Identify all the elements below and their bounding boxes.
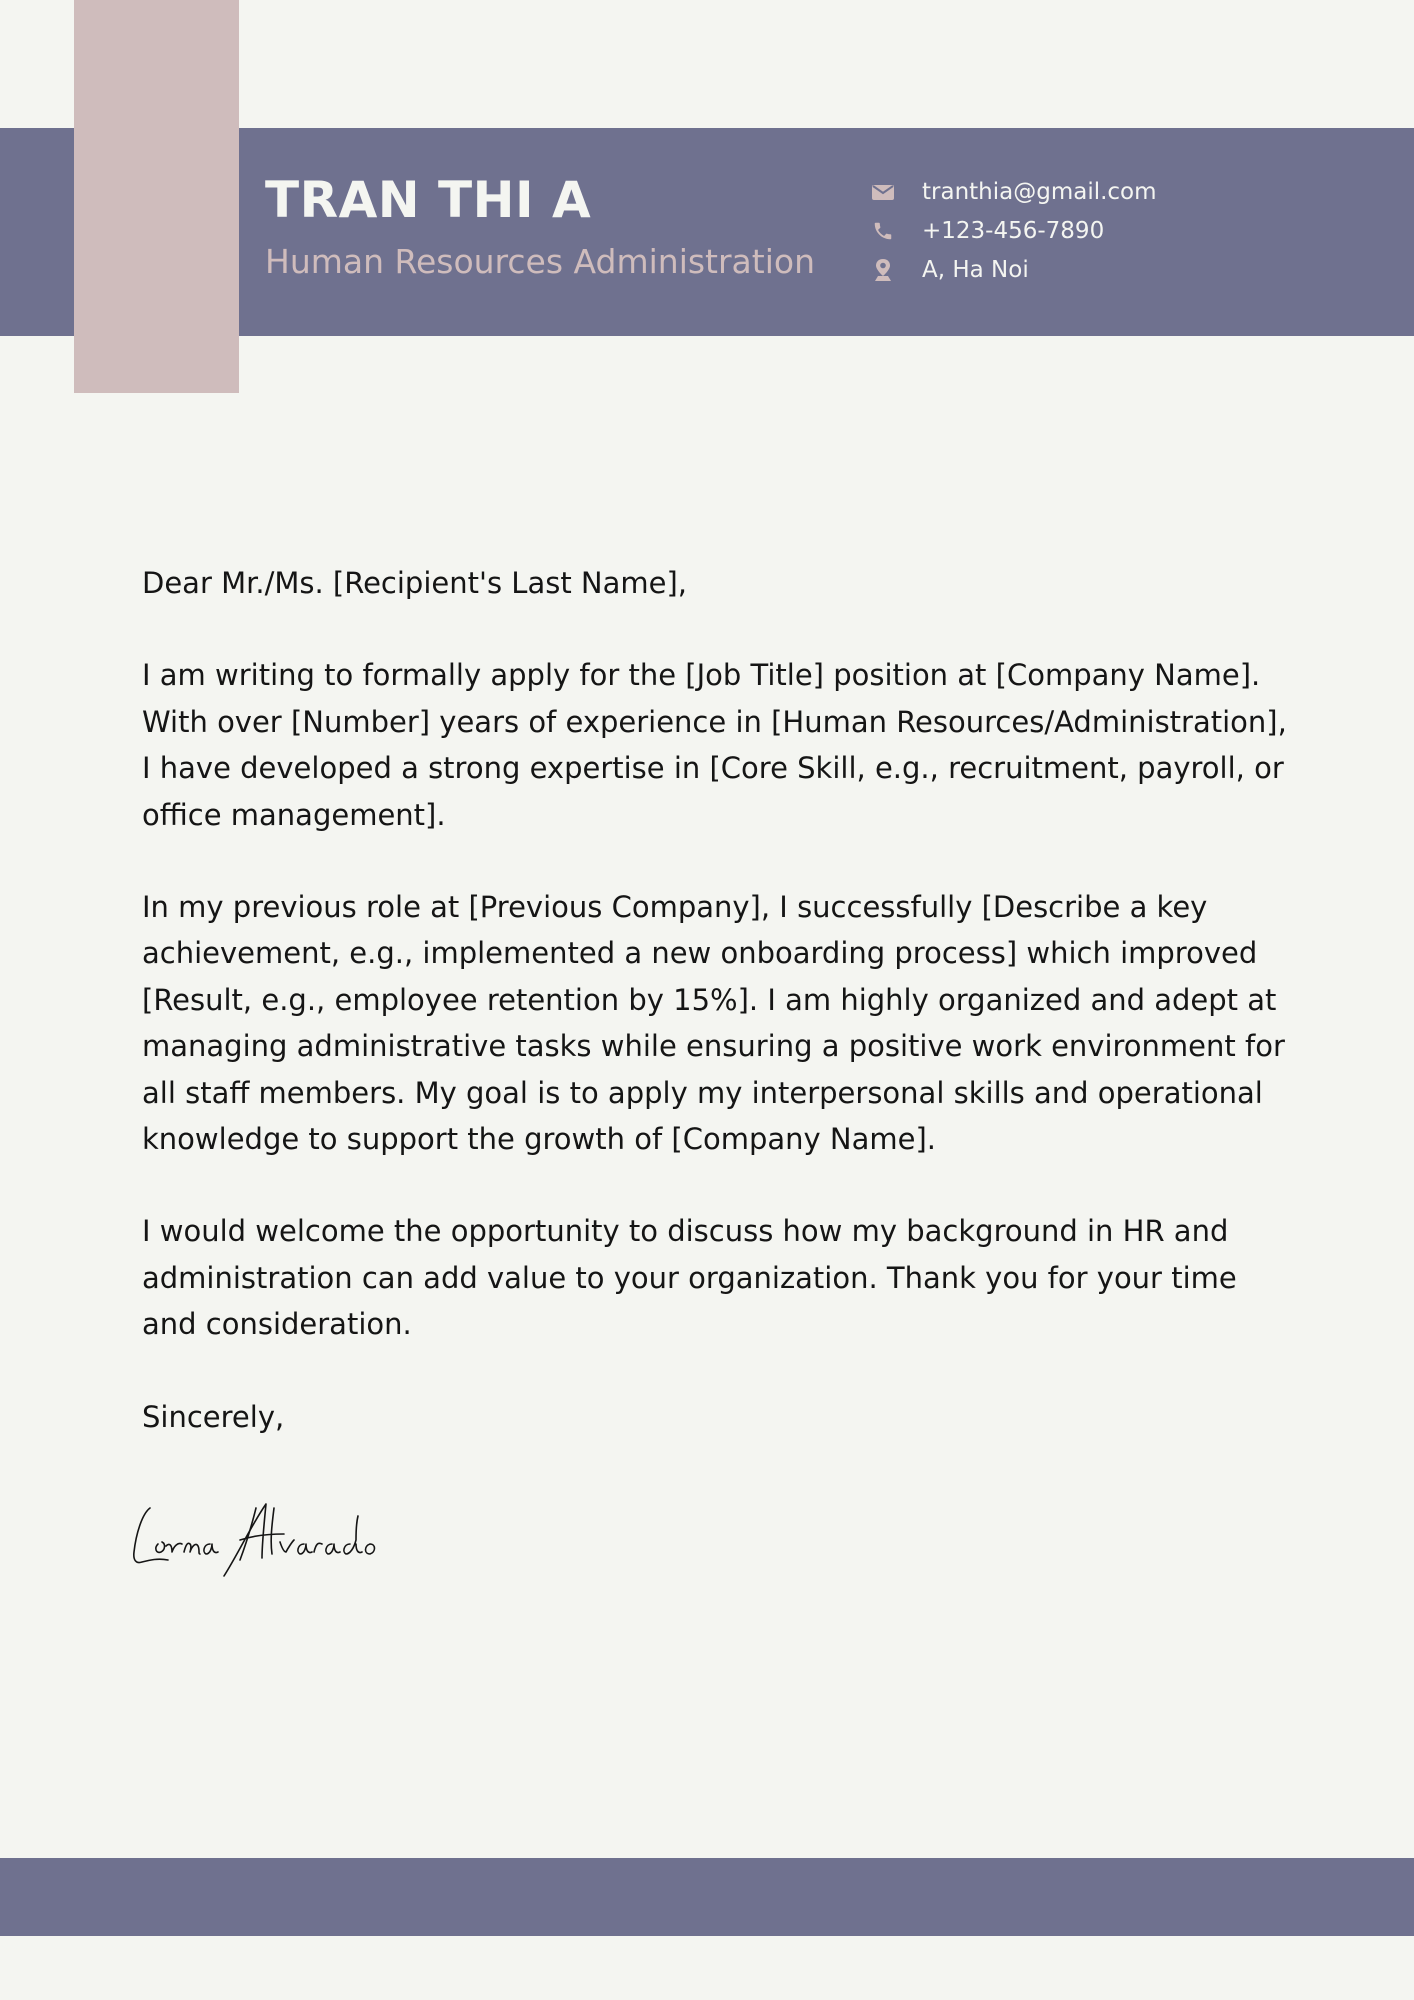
applicant-name: TRAN THI A: [265, 171, 592, 229]
contact-location: [870, 250, 1370, 289]
letter-body: [142, 560, 1292, 1440]
location-icon: [870, 257, 896, 283]
paragraph-intro: I am writing to formally apply for the [Job Title] position at [Company Name]. With over [Number] years of experience in [Human Resources/Administration], I have developed a strong expertise in [Core Skill, e.g., recruitment, payroll, or office management].: [142, 658, 1287, 832]
paragraph-experience: In my previous role at [Previous Company], I successfully [Describe a key achievement, e.g., implemented a new onboarding process] which improved [Result, e.g., employee retention by 15%]. I am highly organized and adept at managing administrative tasks while ensuring a positive work environment for all staff members. My goal is to apply my interpersonal skills and operational knowledge to support the growth of [Company Name].: [142, 890, 1285, 1157]
accent-block: [74, 0, 239, 393]
phone-icon: [870, 218, 896, 244]
paragraph-closing: I would welcome the opportunity to discuss how my background in HR and administration can add value to your organization. Thank you for your time and consideration.: [142, 1214, 1237, 1342]
email-text: tranthia@gmail.com: [922, 178, 1157, 205]
signature: [128, 1494, 428, 1584]
closing: Sincerely,: [142, 1399, 285, 1434]
contact-list: [870, 172, 1370, 289]
contact-email: [870, 172, 1370, 211]
phone-text: +123-456-7890: [922, 217, 1105, 244]
mail-icon: [870, 179, 896, 205]
contact-phone: [870, 211, 1370, 250]
location-text: A, Ha Noi: [922, 256, 1029, 283]
footer-band: [0, 1858, 1414, 1936]
salutation: Dear Mr./Ms. [Recipient's Last Name],: [142, 566, 687, 600]
job-title: Human Resources Administration: [265, 242, 815, 281]
